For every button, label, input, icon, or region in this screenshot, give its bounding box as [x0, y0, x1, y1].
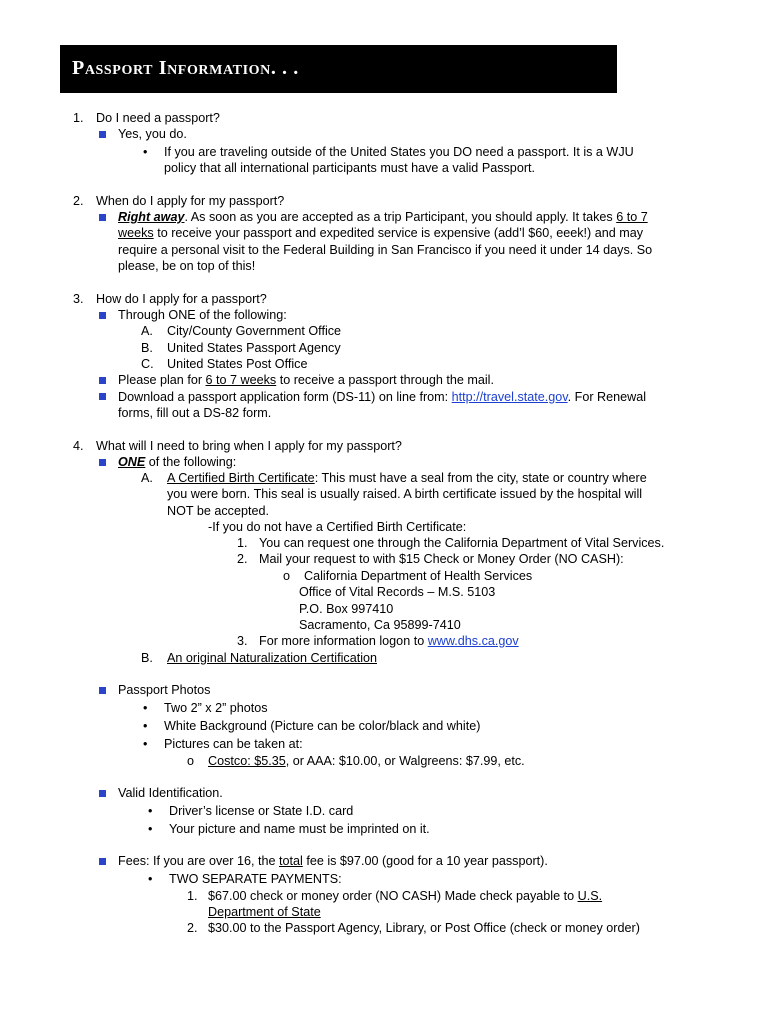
bullet-dot-icon: • [143, 719, 148, 733]
q2-paragraph-line [118, 209, 648, 225]
fees-two-payments: TWO SEPARATE PAYMENTS: [169, 872, 342, 886]
option-letter: C. [141, 357, 154, 371]
q3-number: 3. [73, 292, 84, 306]
q2-paragraph-line [118, 225, 643, 241]
q3-renewal: forms, fill out a DS-82 form. [118, 406, 272, 420]
bullet-dot-icon: • [143, 145, 148, 159]
square-bullet-icon [99, 790, 106, 797]
fees-total: total [279, 854, 303, 868]
q3-through: Through ONE of the following: [118, 308, 287, 322]
q4-question: What will I need to bring when I apply for my passport? [96, 439, 402, 453]
q4-number: 4. [73, 439, 84, 453]
photos-item: Two 2” x 2” photos [164, 701, 268, 715]
payee: U.S. [577, 889, 603, 903]
payment-text [208, 888, 602, 904]
naturalization-title: An original Naturalization Certification [167, 651, 377, 665]
square-bullet-icon [99, 687, 106, 694]
q2-paragraph-line: please, be on top of this! [118, 259, 256, 273]
payment-number: 2. [187, 921, 198, 935]
costco-price: Costco: $5.35 [208, 754, 286, 768]
q2-number: 2. [73, 194, 84, 208]
square-bullet-icon [99, 393, 106, 400]
step-number: 3. [237, 634, 248, 648]
birth-cert-line [167, 470, 647, 486]
option-text: United States Post Office [167, 357, 308, 371]
bullet-dot-icon: • [143, 737, 148, 751]
square-bullet-icon [99, 377, 106, 384]
birth-cert-text: you were born. This seal is usually raised. A birth certificate issued by the hospital will [167, 487, 643, 501]
q3-text: Download a passport application form (DS-11) on line from: [118, 390, 452, 404]
id-item: Your picture and name must be imprinted on it. [169, 822, 430, 836]
circle-bullet-icon: o [187, 754, 195, 768]
page-title: Passport Information. . . [72, 57, 299, 79]
q2-weeks: weeks [118, 226, 154, 240]
square-bullet-icon [99, 858, 106, 865]
payee: Department of State [208, 905, 321, 919]
bullet-dot-icon: • [148, 822, 153, 836]
fees-text: fee is $97.00 (good for a 10 year passport). [302, 854, 548, 868]
q1-detail: policy that all international participants must have a valid Passport. [164, 161, 536, 175]
id-item: Driver’s license or State I.D. card [169, 804, 354, 818]
payment-text-part: $67.00 check or money order (NO CASH) Made check payable to [208, 889, 578, 903]
q2-text: to receive your passport and expedited service is expensive (add’l $60, eeek!) and may [153, 226, 644, 240]
photos-item: Pictures can be taken at: [164, 737, 303, 751]
option-text: City/County Government Office [167, 324, 342, 338]
address-line: Office of Vital Records – M.S. 5103 [299, 585, 496, 599]
q4-text: of the following: [145, 455, 237, 469]
option-letter: A. [141, 471, 153, 485]
birth-cert-text: NOT be accepted. [167, 504, 269, 518]
q1-answer: Yes, you do. [118, 127, 187, 141]
step-text: You can request one through the California Department of Vital Services. [259, 536, 665, 550]
dhs-link[interactable]: www.dhs.ca.gov [427, 634, 519, 648]
q3-download [118, 389, 646, 405]
square-bullet-icon [99, 312, 106, 319]
square-bullet-icon [99, 214, 106, 221]
q1-number: 1. [73, 111, 84, 125]
travel-state-link[interactable]: http://travel.state.gov [451, 390, 568, 404]
square-bullet-icon [99, 131, 106, 138]
step-text [259, 633, 519, 649]
photo-prices [208, 753, 525, 769]
photo-prices-text: , or AAA: $10.00, or Walgreens: $7.99, etc. [285, 754, 525, 768]
payment-text: $30.00 to the Passport Agency, Library, or Post Office (check or money order) [208, 921, 640, 935]
address-line: Sacramento, Ca 95899-7410 [299, 618, 461, 632]
one-emphasis: ONE [118, 455, 146, 469]
q1-detail: If you are traveling outside of the United States you DO need a passport. It is a WJU [164, 145, 634, 159]
q4-text: : This must have a seal from the city, state or country where [314, 471, 647, 485]
q4-text: For more information logon to [259, 634, 428, 648]
fees-line [118, 853, 548, 869]
circle-bullet-icon: o [283, 569, 291, 583]
step-number: 2. [237, 552, 248, 566]
photos-item: White Background (Picture can be color/black and white) [164, 719, 481, 733]
q3-plan [118, 372, 494, 388]
id-heading: Valid Identification. [118, 786, 223, 800]
bullet-dot-icon: • [148, 804, 153, 818]
photos-heading: Passport Photos [118, 683, 211, 697]
option-text: United States Passport Agency [167, 341, 341, 355]
option-letter: A. [141, 324, 153, 338]
birth-cert-text: -If you do not have a Certified Birth Certificate: [208, 520, 467, 534]
right-away-emphasis: Right away [118, 210, 185, 224]
q3-text: . For Renewal [567, 390, 647, 404]
birth-cert-title: A Certified Birth Certificate [167, 471, 315, 485]
option-letter: B. [141, 651, 153, 665]
step-text: Mail your request to with $15 Check or Money Order (NO CASH): [259, 552, 624, 566]
q2-question: When do I apply for my passport? [96, 194, 285, 208]
q2-text: . As soon as you are accepted as a trip Participant, you should apply. It takes [184, 210, 617, 224]
bullet-dot-icon: • [148, 872, 153, 886]
bullet-dot-icon: • [143, 701, 148, 715]
q2-weeks: 6 to 7 [616, 210, 648, 224]
q3-weeks: 6 to 7 weeks [205, 373, 277, 387]
q3-text: to receive a passport through the mail. [276, 373, 494, 387]
q1-question: Do I need a passport? [96, 111, 220, 125]
address-line: P.O. Box 997410 [299, 602, 394, 616]
title-banner [60, 45, 617, 93]
square-bullet-icon [99, 459, 106, 466]
address-line: California Department of Health Services [304, 569, 533, 583]
fees-text: Fees: If you are over 16, the [118, 854, 280, 868]
step-number: 1. [237, 536, 248, 550]
q3-question: How do I apply for a passport? [96, 292, 267, 306]
option-letter: B. [141, 341, 153, 355]
q2-paragraph-line: require a personal visit to the Federal Building in San Francisco if you need it under 14 days. So [118, 243, 653, 257]
q4-one-line [118, 454, 236, 470]
q3-text: Please plan for [118, 373, 206, 387]
payment-number: 1. [187, 889, 198, 903]
